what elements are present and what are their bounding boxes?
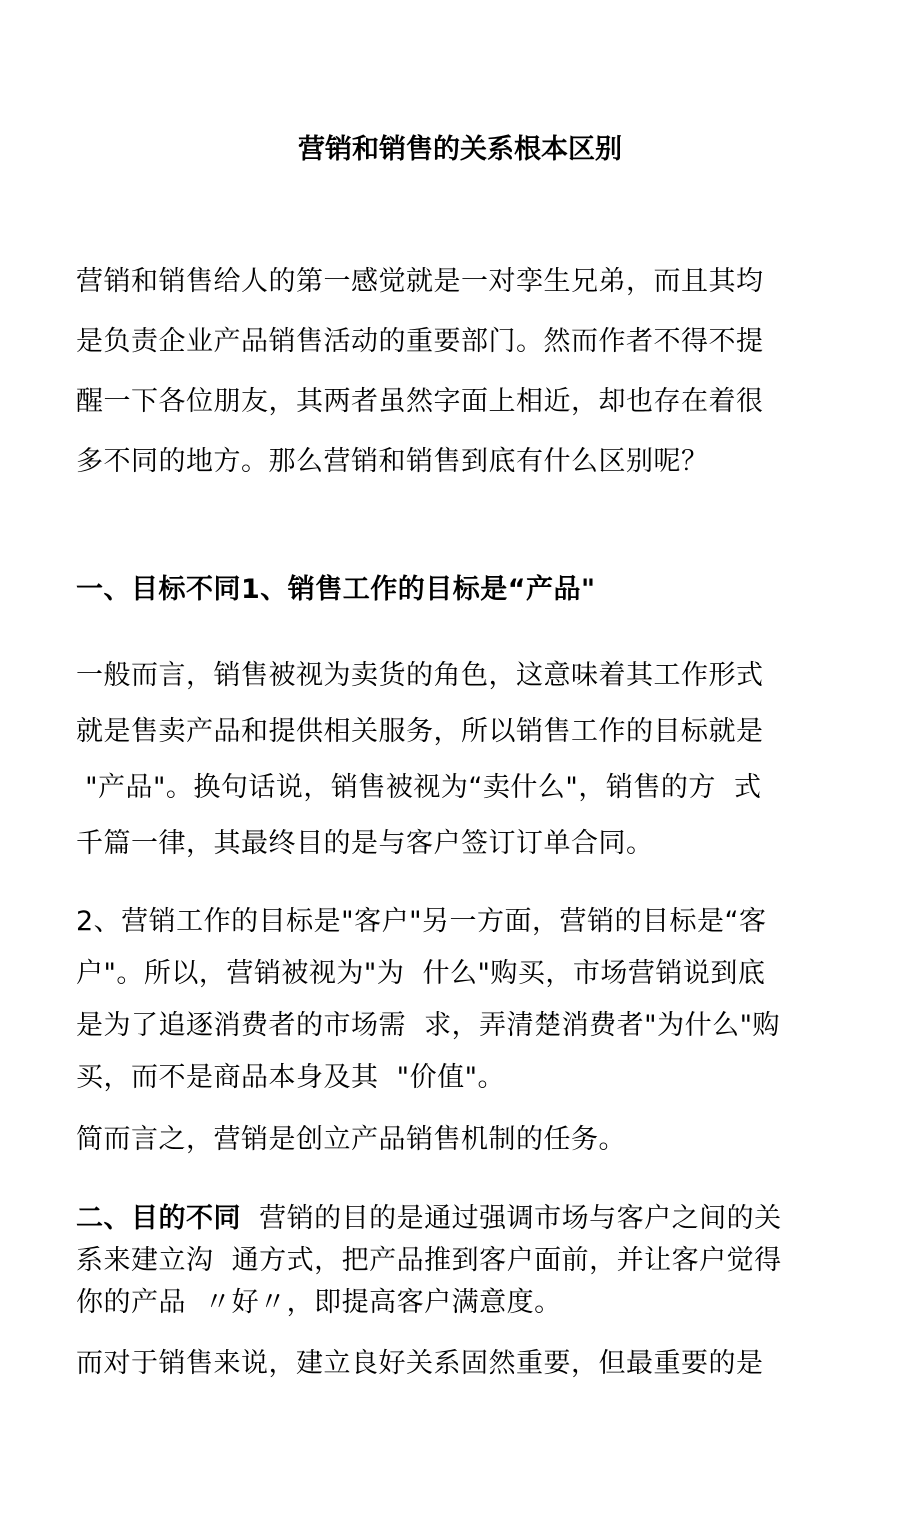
text-line (76, 1198, 846, 1240)
summary-paragraph: 简而言之，营销是创立产品销售机制的任务。 (76, 1124, 626, 1155)
text-line: 营销和销售给人的第一感觉就是一对孪生兄弟，而且其均 (76, 266, 764, 297)
text-line: "产品"。换句话说，销售被视为“卖什么"，销售的方 式 (76, 772, 762, 803)
text-line: 你的产品 〃好〃，即提高客户满意度。 (76, 1287, 562, 1318)
text-line: 多不同的地方。那么营销和销售到底有什么区别呢？ (76, 446, 709, 477)
section1-part2-paragraph (76, 896, 846, 1104)
section2-first-line: 营销的目的是通过强调市场与客户之间的关 (241, 1203, 782, 1234)
text-line: 一般而言，销售被视为卖货的角色，这意味着其工作形式 (76, 660, 764, 691)
section1-heading: 一、目标不同1、销售工作的目标是“产品" (76, 574, 596, 605)
text-line: 系来建立沟 通方式，把产品推到客户面前，并让客户觉得 (76, 1245, 782, 1276)
text-line: 是为了追逐消费者的市场需 求，弄清楚消费者"为什么"购 (76, 1010, 781, 1041)
text-line: 是负责企业产品销售活动的重要部门。然而作者不得不提 (76, 326, 764, 357)
text-line: 就是售卖产品和提供相关服务，所以销售工作的目标就是 (76, 716, 764, 747)
text-line: 户"。所以，营销被视为"为 什么"购买，市场营销说到底 (76, 958, 766, 989)
text-line: 醒一下各位朋友，其两者虽然字面上相近，却也存在着很 (76, 386, 764, 417)
text-line: 千篇一律，其最终目的是与客户签订订单合同。 (76, 828, 654, 859)
section2-heading: 二、目的不同 (76, 1203, 241, 1234)
section2-paragraph (76, 1198, 846, 1324)
text-line: 买，而不是商品本身及其 "价值"。 (76, 1062, 506, 1093)
document-title: 营销和销售的关系根本区别 (298, 134, 622, 165)
section1-paragraph (76, 648, 846, 872)
text-line: 2、营销工作的目标是"客户"另一方面，营销的目标是“客 (76, 906, 767, 937)
intro-paragraph (76, 252, 846, 492)
closing-paragraph: 而对于销售来说，建立良好关系固然重要，但最重要的是 (76, 1348, 764, 1379)
